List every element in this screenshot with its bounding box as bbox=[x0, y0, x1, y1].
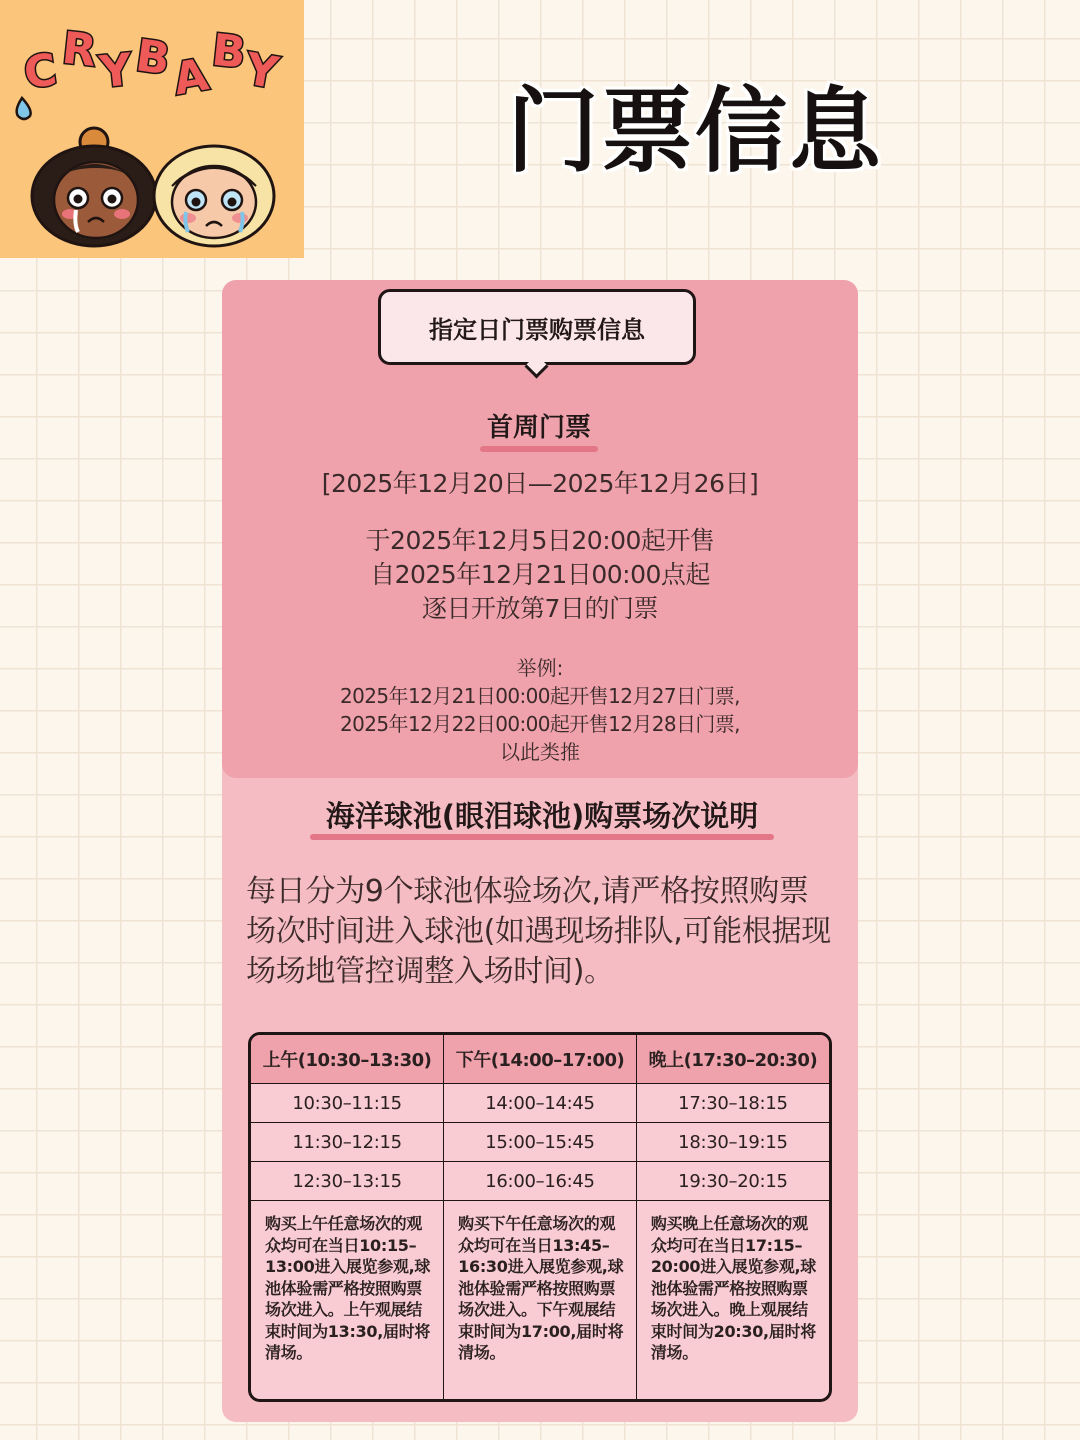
ticket-info-speech-bubble: 指定日门票购票信息 bbox=[378, 289, 696, 365]
session-slot: 10:30–11:15 bbox=[251, 1084, 444, 1123]
svg-text:R: R bbox=[59, 22, 99, 77]
brand-logo-panel bbox=[0, 0, 304, 258]
session-schedule-table bbox=[248, 1032, 832, 1402]
example-line: 2025年12月21日00:00起开售12月27日门票, bbox=[340, 684, 740, 708]
ball-pool-heading bbox=[310, 796, 774, 836]
morning-note: 购买上午任意场次的观众均可在当日10:15–13:00进入展览参观,球池体验需严格按照购票场次进入。上午观展结束时间为13:30,届时将清场。 bbox=[251, 1201, 444, 1400]
first-week-date-range: [2025年12月20日—2025年12月26日] bbox=[321, 469, 759, 498]
session-slot: 11:30–12:15 bbox=[251, 1123, 444, 1162]
evening-header: 晚上(17:30–20:30) bbox=[636, 1035, 829, 1084]
morning-header: 上午(10:30–13:30) bbox=[251, 1035, 444, 1084]
table-row bbox=[251, 1084, 829, 1123]
ticket-info-card bbox=[222, 280, 858, 1422]
first-week-ticket-section bbox=[222, 280, 858, 778]
evening-note: 购买晚上任意场次的观众均可在当日17:15–20:00进入展览参观,球池体验需严格按照购票场次进入。晚上观展结束时间为20:30,届时将清场。 bbox=[636, 1201, 829, 1400]
sale-info-line: 逐日开放第7日的门票 bbox=[422, 594, 658, 623]
afternoon-header: 下午(14:00–17:00) bbox=[444, 1035, 637, 1084]
session-slot: 15:00–15:45 bbox=[444, 1123, 637, 1162]
ball-pool-heading-text: 海洋球池(眼泪球池)购票场次说明 bbox=[325, 799, 759, 833]
svg-text:B: B bbox=[209, 24, 249, 79]
first-week-heading-text: 首周门票 bbox=[486, 413, 591, 443]
sale-info-line: 于2025年12月5日20:00起开售 bbox=[365, 526, 715, 555]
session-slot: 19:30–20:15 bbox=[636, 1162, 829, 1201]
svg-text:C: C bbox=[20, 44, 60, 100]
svg-text:Y: Y bbox=[241, 43, 282, 100]
svg-text:A: A bbox=[169, 49, 213, 106]
sale-info-line: 自2025年12月21日00:00点起 bbox=[370, 560, 710, 589]
example-line: 2025年12月22日00:00起开售12月28日门票, bbox=[340, 712, 740, 736]
crybaby-logo-illustration bbox=[0, 0, 304, 258]
table-row bbox=[251, 1162, 829, 1201]
example-line: 以此类推 bbox=[500, 740, 580, 764]
first-week-heading bbox=[480, 408, 598, 448]
heading-underline bbox=[310, 834, 774, 840]
session-slot: 16:00–16:45 bbox=[444, 1162, 637, 1201]
svg-text:Y: Y bbox=[97, 44, 135, 99]
example-label: 举例: bbox=[516, 656, 564, 680]
afternoon-note: 购买下午任意场次的观众均可在当日13:45–16:30进入展览参观,球池体验需严格按照购票场次进入。下午观展结束时间为17:00,届时将清场。 bbox=[444, 1201, 637, 1400]
table-notes-row bbox=[251, 1201, 829, 1400]
session-slot: 12:30–13:15 bbox=[251, 1162, 444, 1201]
table-header-row bbox=[251, 1035, 829, 1084]
svg-text:B: B bbox=[132, 30, 173, 86]
session-slot: 14:00–14:45 bbox=[444, 1084, 637, 1123]
session-slot: 18:30–19:15 bbox=[636, 1123, 829, 1162]
table-row bbox=[251, 1123, 829, 1162]
ball-pool-description: 每日分为9个球池体验场次,请严格按照购票场次时间进入球池(如遇现场排队,可能根据现场场地管控调整入场时间)。 bbox=[246, 874, 831, 989]
session-slot: 17:30–18:15 bbox=[636, 1084, 829, 1123]
page-title: 门票信息 bbox=[506, 78, 883, 185]
heading-underline bbox=[480, 446, 598, 452]
